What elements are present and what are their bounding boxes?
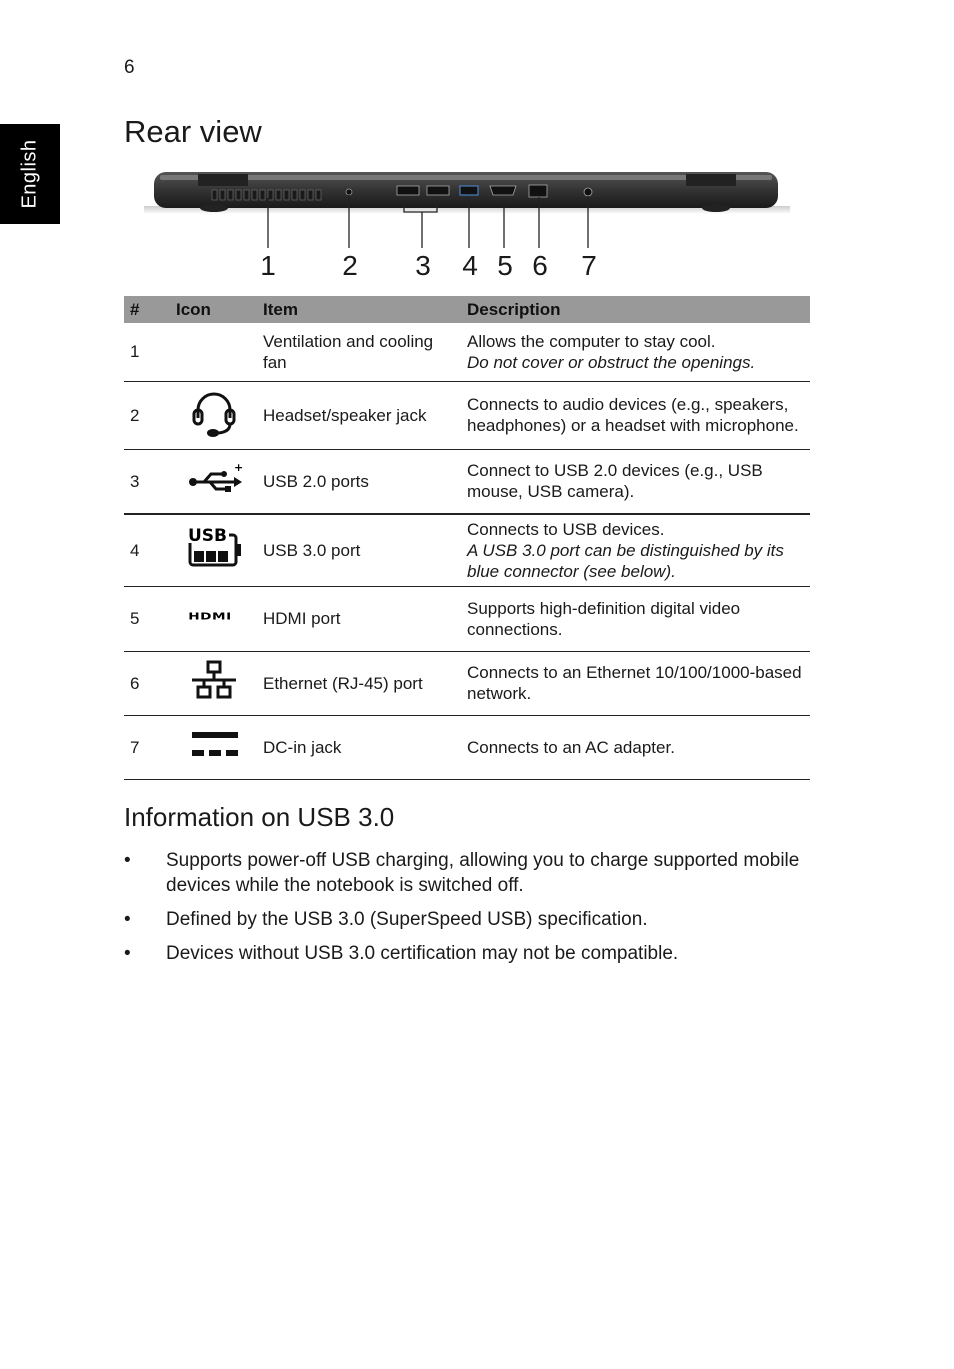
usb-battery-icon <box>184 523 244 573</box>
row-item: DC-in jack <box>257 715 461 779</box>
table-row <box>124 651 810 715</box>
list-item-text: Supports power-off USB charging, allowing you to charge supported mobile devices while the notebook is switched off. <box>166 850 800 896</box>
bullet: • <box>124 909 131 930</box>
page-number: 6 <box>124 57 135 78</box>
row-description <box>461 381 810 449</box>
callout-7: 7 <box>581 250 597 281</box>
row-icon-cell <box>170 586 257 651</box>
list-item <box>124 848 824 898</box>
description-text: Connects to an AC adapter. <box>467 737 675 757</box>
description-text: Connects to USB devices. <box>467 519 665 539</box>
description-text: Connects to audio devices (e.g., speakers, headphones) or a headset with microphone. <box>467 395 799 435</box>
ethernet-icon <box>184 656 244 706</box>
rear-view-diagram <box>124 162 810 292</box>
row-icon-cell <box>170 449 257 514</box>
header-icon: Icon <box>170 296 257 323</box>
headset-icon <box>184 388 244 438</box>
list-item-text: Defined by the USB 3.0 (SuperSpeed USB) specification. <box>166 909 648 930</box>
usb-icon-text: USB <box>187 525 227 546</box>
hdmi-icon <box>184 591 244 641</box>
row-number: 2 <box>124 381 170 449</box>
description-text: Connects to an Ethernet 10/100/1000-based network. <box>467 663 802 703</box>
row-icon-cell <box>170 715 257 779</box>
usb-info-list <box>124 848 824 975</box>
table-row <box>124 323 810 381</box>
header-num: # <box>124 296 170 323</box>
table-row <box>124 449 810 514</box>
row-number: 6 <box>124 651 170 715</box>
hdmi-icon-text: HDMI <box>187 610 232 622</box>
row-item: Headset/speaker jack <box>257 381 461 449</box>
row-number: 7 <box>124 715 170 779</box>
bullet: • <box>124 850 131 871</box>
row-item: USB 2.0 ports <box>257 449 461 514</box>
section-title: Rear view <box>124 114 262 149</box>
row-number: 3 <box>124 449 170 514</box>
table-row <box>124 514 810 587</box>
table-row <box>124 715 810 779</box>
svg-text:+: + <box>233 460 243 474</box>
row-number: 4 <box>124 514 170 587</box>
ports-table <box>124 296 810 780</box>
row-description <box>461 449 810 514</box>
list-item-text: Devices without USB 3.0 certification may not be compatible. <box>166 943 679 964</box>
row-item: HDMI port <box>257 586 461 651</box>
row-icon-cell <box>170 514 257 587</box>
usb-icon <box>184 454 244 504</box>
row-description <box>461 323 810 381</box>
callout-2: 2 <box>342 250 358 281</box>
header-description: Description <box>461 296 810 323</box>
row-number: 5 <box>124 586 170 651</box>
callout-3: 3 <box>415 250 431 281</box>
row-item: Ventilation and cooling fan <box>257 323 461 381</box>
table-row <box>124 381 810 449</box>
dc-in-icon <box>184 720 244 770</box>
description-text: Supports high-definition digital video connections. <box>467 598 741 639</box>
row-description <box>461 715 810 779</box>
list-item <box>124 907 824 932</box>
table-row <box>124 586 810 651</box>
usb-info-title: Information on USB 3.0 <box>124 802 395 832</box>
row-item: USB 3.0 port <box>257 514 461 587</box>
callout-4: 4 <box>462 250 478 281</box>
header-item: Item <box>257 296 461 323</box>
row-icon-cell <box>170 323 257 381</box>
language-tab <box>0 124 60 224</box>
row-item: Ethernet (RJ-45) port <box>257 651 461 715</box>
callout-5: 5 <box>497 250 513 281</box>
description-note: Do not cover or obstruct the openings. <box>467 352 756 372</box>
list-item <box>124 941 824 966</box>
row-description <box>461 514 810 587</box>
row-icon-cell <box>170 651 257 715</box>
language-tab-label: English <box>18 139 41 209</box>
row-number: 1 <box>124 323 170 381</box>
callout-1: 1 <box>260 250 276 281</box>
row-description <box>461 586 810 651</box>
row-description <box>461 651 810 715</box>
row-icon-cell <box>170 381 257 449</box>
description-text: Allows the computer to stay cool. <box>467 331 716 351</box>
callout-6: 6 <box>532 250 548 281</box>
description-note: A USB 3.0 port can be distinguished by its blue connector (see below). <box>467 540 784 581</box>
bullet: • <box>124 943 131 964</box>
table-header-row <box>124 296 810 323</box>
description-text: Connect to USB 2.0 devices (e.g., USB mouse, USB camera). <box>467 461 763 501</box>
